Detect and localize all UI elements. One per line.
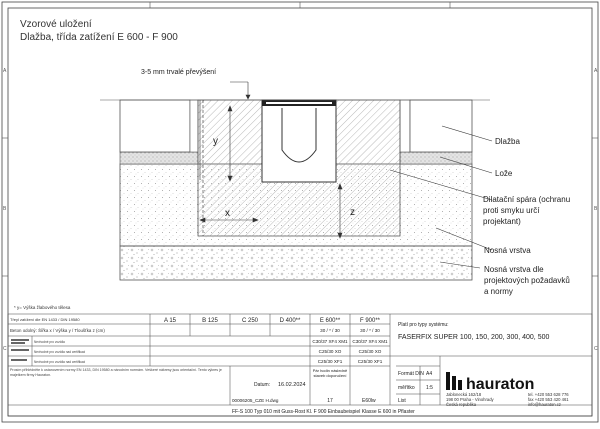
- note-small-3: Nevhodné pro vozidla nad certifikaci: [34, 360, 86, 364]
- hauraton-logo: [446, 372, 534, 393]
- note-small-2: Nevhodné pro vozidla nad certifikaci: [34, 350, 86, 354]
- contact-line3: info@hauraton.cz: [528, 402, 561, 407]
- class-f900: F 900**: [359, 318, 381, 324]
- border-letter: B: [594, 206, 598, 212]
- callout-base-line1: Nosná vrstva dle: [484, 265, 544, 274]
- footnote: * y= Výška žlabového tělesa: [14, 305, 71, 310]
- callout-joint-line3: projektant): [483, 217, 521, 226]
- dims-e600: 30 / * / 30: [320, 328, 340, 333]
- class-b125: B 125: [202, 318, 218, 324]
- contact-line2: fax +420 553 420 461: [528, 397, 569, 402]
- note-label: Pár hodin následně staveb doporučení: [312, 368, 348, 378]
- paving-left: [120, 100, 190, 152]
- format-label: Formát DIN: [398, 371, 424, 377]
- grating-slot: [266, 102, 332, 104]
- concrete-c25x-f: C25/30 XF1: [357, 359, 383, 364]
- callout-bedding: Lože: [495, 169, 513, 178]
- note-small-1: Nevhodné pro vozidla: [34, 340, 65, 344]
- concrete-c25-e: C25/30 XO: [318, 349, 342, 354]
- product-label: Platí pro typy systému:: [398, 322, 449, 328]
- callout-joint-line1: Dilatační spára (ochranu: [483, 195, 571, 204]
- drawing-number: 00006205_CZE H.dwg: [232, 398, 279, 403]
- warning-text: Prosím přihlédněte k ustanovením normy EN 1433, DIN 19580 a národním normám. Veškeré nákresy jsou orientační. Tento výkres je majetkem firmy Hauraton.: [10, 368, 222, 377]
- dims-f900: 30 / * / 30: [360, 328, 380, 333]
- dim-y-label: y: [213, 136, 218, 147]
- dim-z-label: z: [350, 207, 355, 218]
- class-a15: A 15: [163, 318, 177, 324]
- class-d400: D 400**: [279, 318, 301, 324]
- class-e600: E 600**: [319, 318, 341, 324]
- paving-joint-left: [190, 100, 198, 152]
- address-line1: Jablonecká 162/18: [446, 392, 482, 397]
- dims-row-label: Beton odolný: Šířka x / Výška y / Tloušťka z (cm): [10, 328, 105, 333]
- border-letter: C: [3, 346, 7, 352]
- base-layer: [120, 246, 472, 280]
- scale-value: 1:5: [426, 385, 433, 391]
- scale-label: měřítko: [398, 385, 415, 391]
- contact-line1: tel. +420 553 628 776: [528, 392, 569, 397]
- concrete-c30-f: C30/37 XF4 XM1: [352, 339, 388, 344]
- callout-paving: Dlažba: [495, 137, 520, 146]
- dimension-label: 3-5 mm trvalé převýšení: [141, 69, 217, 76]
- dim-x-label: x: [225, 208, 230, 219]
- class-c250: C 250: [241, 318, 259, 324]
- sheet-number: 17: [327, 398, 333, 404]
- channel-profile: [282, 108, 316, 162]
- address-line2: 198 00 Praha - Vinohrady: [446, 397, 494, 402]
- drawing-code: E60lw: [362, 398, 376, 404]
- paving-joint-right: [400, 100, 410, 152]
- sheet-label: List: [398, 398, 406, 404]
- date-value: 16.02.2024: [278, 382, 306, 388]
- footer-line: FF-S 100 Typ 010 mit Guss-Rost Kl. F 900 Einbaubeispiel Klasse E 600 in Pflaster: [232, 409, 415, 415]
- callout-base-line3: a normy: [484, 287, 513, 296]
- concrete-c25x-e: C25/30 XF1: [317, 359, 343, 364]
- bedding-right: [400, 152, 472, 164]
- border-letter: A: [594, 68, 598, 74]
- logo-text: hauraton: [466, 376, 535, 393]
- format-value: A4: [426, 371, 433, 377]
- bedding-left: [120, 152, 198, 164]
- load-class-label: Třeyl zatížení dle EN 1433 / DIN 19580: [10, 317, 80, 322]
- border-letter: B: [3, 206, 7, 212]
- border-letter: C: [594, 346, 598, 352]
- paving-right: [410, 100, 472, 152]
- concrete-c30-e: C30/37 XF4 XM1: [312, 339, 348, 344]
- border-letter: A: [3, 68, 7, 74]
- date-label: Datum:: [254, 382, 271, 388]
- address-line3: Česká republika: [446, 402, 477, 407]
- drawing-subtitle: Dlažba, třída zatížení E 600 - F 900: [20, 32, 178, 43]
- callout-joint-line2: proti smyku určí: [483, 206, 540, 215]
- callout-subbase: Nosná vrstva: [484, 246, 531, 255]
- callout-base-line2: projektových požadavků: [484, 276, 570, 285]
- product-value: FASERFIX SUPER 100, 150, 200, 300, 400, 500: [398, 334, 550, 341]
- concrete-c25-f: C25/30 XO: [358, 349, 382, 354]
- drawing-title: Vzorové uložení: [20, 19, 92, 30]
